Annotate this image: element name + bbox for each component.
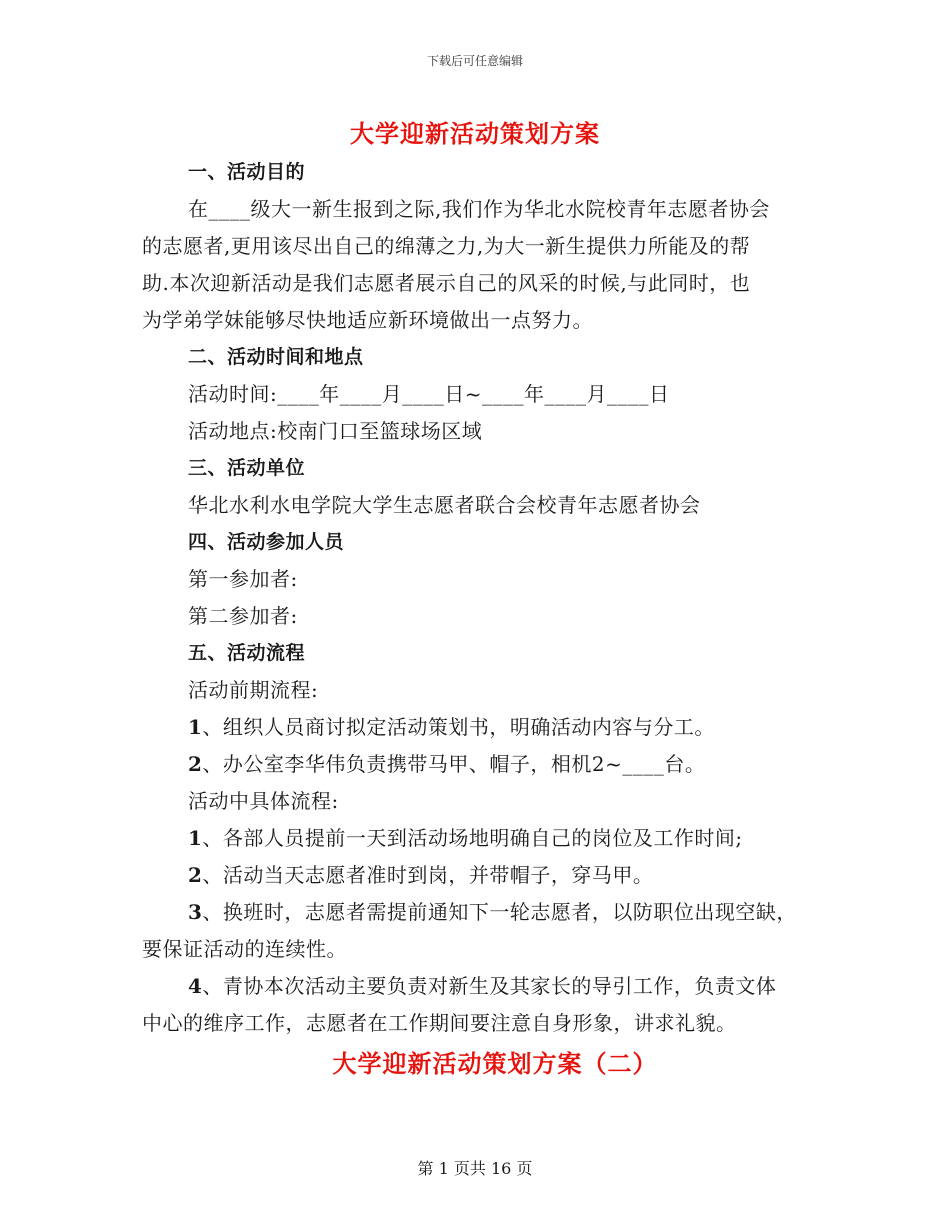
paragraph-line: 的志愿者,更用该尽出自己的绵薄之力,为大一新生提供力所能及的帮 [142,234,751,258]
page-footer: 第 1 页共 16 页 [417,1159,533,1178]
list-item [142,709,812,746]
list-text: 、组织人员商讨拟定活动策划书，明确活动内容与分工。 [202,715,715,739]
document-title-2: 大学迎新活动策划方案（二） [332,1049,658,1078]
document-body [142,154,812,1042]
list-item [142,894,812,931]
list-text: 、换班时，志愿者需提前通知下一轮志愿者，以防职位出现空缺， [202,900,797,924]
list-text: 、办公室李华伟负责携带马甲、帽子，相机2~____台。 [202,752,706,776]
list-item [142,820,812,857]
paragraph-line: 在____级大一新生报到之际,我们作为华北水院校青年志愿者协会 [188,197,770,221]
paragraph-line: 助.本次迎新活动是我们志愿者展示自己的风采的时候,与此同时，也 [142,271,751,295]
section-heading-purpose: 一、活动目的 [188,161,306,183]
list-number: 2 [188,752,203,776]
list-number: 1 [188,826,203,850]
list-number: 3 [188,900,203,924]
list-item [142,968,812,1005]
list-number: 4 [188,974,203,998]
first-participant: 第一参加者: [188,567,298,591]
paragraph-line: 中心的维序工作，志愿者在工作期间要注意自身形象，讲求礼貌。 [142,1011,737,1035]
header-note: 下载后可任意编辑 [426,54,523,68]
list-text: 、青协本次活动主要负责对新生及其家长的导引工作，负责文体 [202,974,777,998]
activity-place: 活动地点:校南门口至篮球场区域 [188,419,483,443]
paragraph-line: 为学弟学妹能够尽快地适应新环境做出一点努力。 [142,308,593,332]
list-item [142,746,812,783]
list-text: 、各部人员提前一天到活动场地明确自己的岗位及工作时间; [202,826,743,850]
list-number: 1 [188,715,203,739]
activity-time: 活动时间:____年____月____日~____年____月____日 [188,382,670,406]
section-heading-process: 五、活动流程 [188,642,306,664]
paragraph-line: 要保证活动的连续性。 [142,937,347,961]
list-number: 2 [188,863,203,887]
section-heading-participants: 四、活动参加人员 [188,531,345,553]
section-heading-unit: 三、活动单位 [188,457,306,479]
activity-unit: 华北水利水电学院大学生志愿者联合会校青年志愿者协会 [188,493,701,517]
mid-process-title: 活动中具体流程: [188,789,339,813]
pre-process-title: 活动前期流程: [188,678,319,702]
list-item [142,857,812,894]
list-text: 、活动当天志愿者准时到岗，并带帽子，穿马甲。 [202,863,654,887]
document-title: 大学迎新活动策划方案 [350,119,600,148]
second-participant: 第二参加者: [188,604,298,628]
section-heading-time-place: 二、活动时间和地点 [188,346,364,368]
